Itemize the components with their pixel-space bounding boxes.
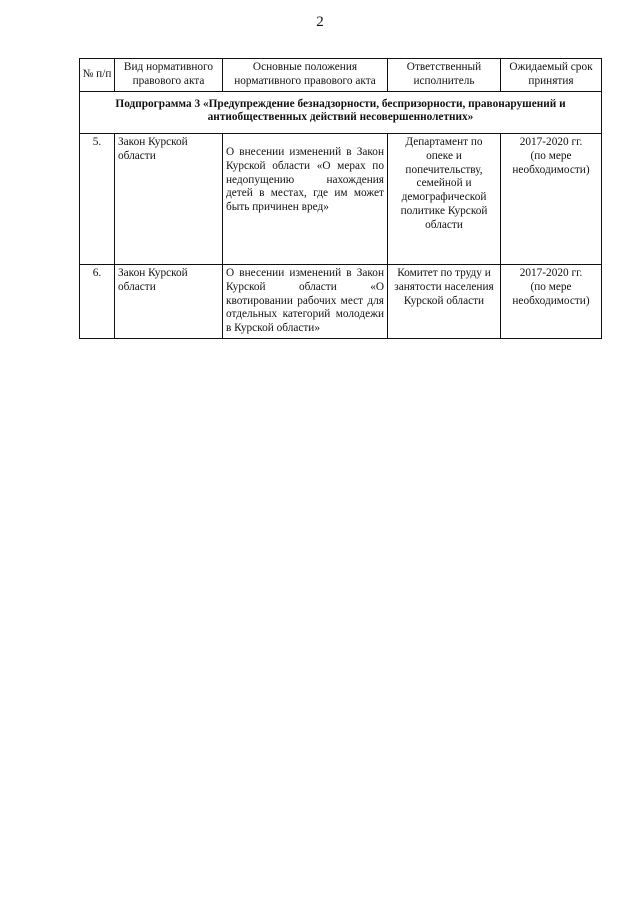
subprogram-row [80, 91, 602, 134]
row-deadline [501, 134, 602, 265]
row-deadline-years: 2017-2020 гг. [519, 267, 583, 280]
page-number: 2 [316, 14, 324, 30]
header-act-provisions: Основные положения нормативного правового акта [223, 59, 388, 92]
header-responsible: Ответственный исполнитель [388, 59, 501, 92]
row-act-type: Закон Курской области [115, 134, 223, 265]
row-number: 5. [80, 134, 115, 265]
subprogram-title: Подпрограмма 3 «Предупреждение безнадзорности, беспризорности, правонарушений и антиобщественных действий несовершеннолетних» [80, 91, 602, 134]
table-row [80, 265, 602, 339]
header-number: № п/п [80, 59, 115, 92]
table-header-row [80, 59, 602, 92]
row-act-provisions: О внесении изменений в Закон Курской области «О мерах по недопущению нахождения детей в местах, где им может быть причинен вред» [223, 134, 388, 265]
table-row [80, 134, 602, 265]
row-responsible: Комитет по труду и занятости населения Курской области [388, 265, 501, 339]
row-deadline-note: (по мере необходимости) [512, 280, 590, 307]
legal-acts-table [79, 58, 602, 339]
row-number: 6. [80, 265, 115, 339]
row-responsible: Департамент по опеке и попечительству, семейной и демографической политике Курской области [388, 134, 501, 265]
row-deadline-note: (по мере необходимости) [512, 149, 590, 176]
row-deadline-years: 2017-2020 гг. [519, 136, 583, 149]
row-act-type: Закон Курской области [115, 265, 223, 339]
row-act-provisions: О внесении изменений в Закон Курской области «О квотировании рабочих мест для отдельных категорий молодежи в Курской области» [223, 265, 388, 339]
row-deadline [501, 265, 602, 339]
header-deadline: Ожидаемый срок принятия [501, 59, 602, 92]
header-act-type: Вид нормативного правового акта [115, 59, 223, 92]
